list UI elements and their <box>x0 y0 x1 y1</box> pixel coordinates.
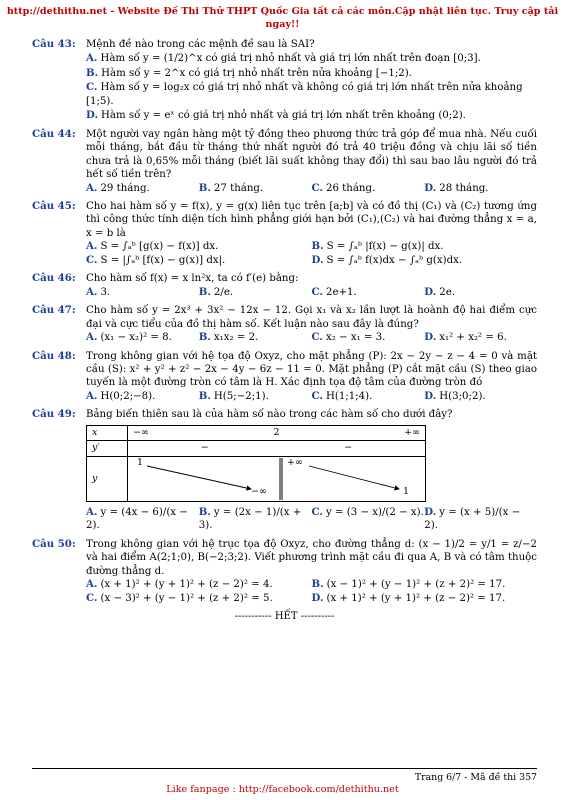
question-stem: Cho hai hàm số y = f(x), y = g(x) liên tục trên [a;b] và có đồ thị (C₁) và (C₂) tương ứng thì công thức tính diện tích hình phẳng giới hạn bởi (C₁),(C₂) và hai đường thẳng x = a, x = b là <box>86 200 537 239</box>
site-header[interactable]: http://dethithu.net - Website Đề Thi Thử THPT Quốc Gia tất cả các môn.Cập nhật liên tục. Truy cập tải ngay!! <box>6 6 559 30</box>
question-label: Câu 45: <box>32 199 76 212</box>
option-b: B. 27 tháng. <box>198 181 264 194</box>
row-y-label: y <box>87 456 128 501</box>
question-50 <box>32 538 537 605</box>
question-stem: Trong không gian với hệ trục tọa độ Oxyz, cho đường thẳng d: (x − 1)/2 = y/1 = z/−2 và hai điểm A(2;1;0), B(−2;3;2). Viết phương trình mặt cầu đi qua A, B và có tâm thuộc đường thẳng d. <box>86 538 537 577</box>
option-a: A. H(0;2;−8). <box>86 389 156 402</box>
question-stem: Cho hàm số y = 2x³ + 3x² − 12x − 12. Gọi x₁ và x₂ lần lượt là hoành độ hai điểm cực đại và cực tiểu của đồ thị hàm số. Kết luận nào sau đây là đúng? <box>86 305 537 330</box>
exam-content <box>32 38 537 623</box>
sign: − <box>200 442 209 454</box>
option-c: C. 26 tháng. <box>311 181 376 194</box>
variation-table <box>86 425 537 502</box>
option-a: A. Hàm số y = (1/2)^x có giá trị nhỏ nhất và giá trị lớn nhất trên đoạn [0;3]. <box>86 52 481 65</box>
option-c: C. (x − 3)² + (y − 1)² + (z + 2)² = 5. <box>86 591 273 604</box>
row-derivative-label: y′ <box>87 441 128 457</box>
option-c: C. S = |∫ₐᵇ [f(x) − g(x)] dx|. <box>86 253 226 266</box>
option-a: A. (x₁ − x₂)² = 8. <box>86 331 172 344</box>
question-stem: Mệnh đề nào trong các mệnh đề sau là SAI? <box>86 39 315 50</box>
x-value: 2 <box>273 426 280 438</box>
question-47 <box>32 304 537 344</box>
question-label: Câu 46: <box>32 272 76 285</box>
option-d: D. S = ∫ₐᵇ f(x)dx − ∫ₐᵇ g(x)dx. <box>311 253 463 266</box>
question-46 <box>32 272 537 299</box>
option-d: D. x₁² + x₂² = 6. <box>424 331 507 344</box>
question-45 <box>32 200 537 267</box>
row-x-label: x <box>87 425 128 441</box>
fanpage-link[interactable]: Like fanpage : http://facebook.com/dethithu.net <box>166 784 399 795</box>
y-right-top: +∞ <box>287 456 303 468</box>
sign-row <box>133 442 420 455</box>
option-a: A. S = ∫ₐᵇ [g(x) − f(x)] dx. <box>86 240 219 253</box>
option-c: C. 2e+1. <box>311 285 357 298</box>
question-stem: Cho hàm số f(x) = x ln²x, ta có f′(e) bằng: <box>86 273 299 285</box>
decreasing-arrow <box>147 466 251 489</box>
x-values-row <box>133 427 420 440</box>
decreasing-arrow <box>309 466 399 489</box>
question-48 <box>32 350 537 404</box>
question-stem: Một người vay ngân hàng một tỷ đồng theo phương thức trả góp để mua nhà. Nếu cuối mỗi tháng, bắt đầu từ tháng thứ nhất người đó trả 40 triệu đồng và chịu lãi số tiền chưa trả là 0,65% mỗi tháng (biết lãi suất không thay đổi) thì sau bao lâu người đó trả hết số tiền trên? <box>86 128 537 181</box>
question-label: Câu 49: <box>32 408 76 421</box>
option-c: C. y = (3 − x)/(2 − x). <box>311 505 424 518</box>
question-49 <box>32 408 537 532</box>
y-left-bottom: −∞ <box>251 485 267 497</box>
question-label: Câu 48: <box>32 349 76 362</box>
y-right-bottom: 1 <box>403 485 410 497</box>
option-a: A. y = (4x − 6)/(x − 2). <box>86 505 188 532</box>
option-b: B. H(5;−2;1). <box>198 389 269 402</box>
option-d: D. H(3;0;2). <box>424 389 486 402</box>
option-b: B. Hàm số y = 2^x có giá trị nhỏ nhất trên nửa khoảng [−1;2). <box>86 66 412 79</box>
question-label: Câu 47: <box>32 304 76 317</box>
variation-arrows <box>133 458 431 500</box>
sign: − <box>344 442 353 454</box>
y-variation <box>133 458 420 500</box>
option-c: C. H(1;1;4). <box>311 389 373 402</box>
option-b: B. (x − 1)² + (y − 1)² + (z + 2)² = 17. <box>311 578 506 591</box>
y-left-top: 1 <box>137 456 144 468</box>
option-c: C. x₂ − x₁ = 3. <box>311 331 386 344</box>
x-value: +∞ <box>404 426 420 438</box>
option-a: A. 29 tháng. <box>86 181 150 194</box>
x-value: −∞ <box>133 426 149 438</box>
option-a: A. (x + 1)² + (y + 1)² + (z − 2)² = 4. <box>86 578 273 591</box>
option-b: B. x₁x₂ = 2. <box>198 331 259 344</box>
option-d: D. 2e. <box>424 285 456 298</box>
option-c: C. Hàm số y = log₂x có giá trị nhỏ nhất và không có giá trị lớn nhất trên nửa khoảng [1;5). <box>86 81 523 107</box>
footer-divider <box>32 768 537 769</box>
option-d: D. Hàm số y = eˣ có giá trị nhỏ nhất và giá trị lớn nhất trên khoảng (0;2). <box>86 109 466 122</box>
question-label: Câu 43: <box>32 38 76 50</box>
option-d: D. 28 tháng. <box>424 181 489 194</box>
end-marker: ----------- HẾT ---------- <box>234 611 335 623</box>
question-stem: Trong không gian với hệ tọa độ Oxyz, cho mặt phẳng (P): 2x − 2y − z − 4 = 0 và mặt cầu (S): x² + y² + z² − 2x − 4y − 6z − 11 = 0. Mặt phẳng (P) cắt mặt cầu (S) theo giao tuyến là một đường tròn có tâm là H. Xác định tọa độ tâm của đường tròn đó <box>86 350 537 389</box>
question-label: Câu 50: <box>32 537 76 550</box>
page-number: Trang 6/7 - Mã đề thi 357 <box>414 772 537 783</box>
question-stem: Bảng biến thiên sau là của hàm số nào trong các hàm số cho dưới đây? <box>86 409 453 421</box>
question-label: Câu 44: <box>32 127 76 140</box>
option-b: B. y = (2x − 1)/(x + 3). <box>198 505 302 532</box>
option-d: D. y = (x + 5)/(x − 2). <box>424 505 521 532</box>
option-b: B. S = ∫ₐᵇ |f(x) − g(x)| dx. <box>311 240 444 253</box>
question-44 <box>32 128 537 195</box>
option-a: A. 3. <box>86 285 111 298</box>
question-43 <box>32 38 537 123</box>
option-b: B. 2/e. <box>198 285 234 298</box>
option-d: D. (x + 1)² + (y + 1)² + (z − 2)² = 17. <box>311 591 506 604</box>
